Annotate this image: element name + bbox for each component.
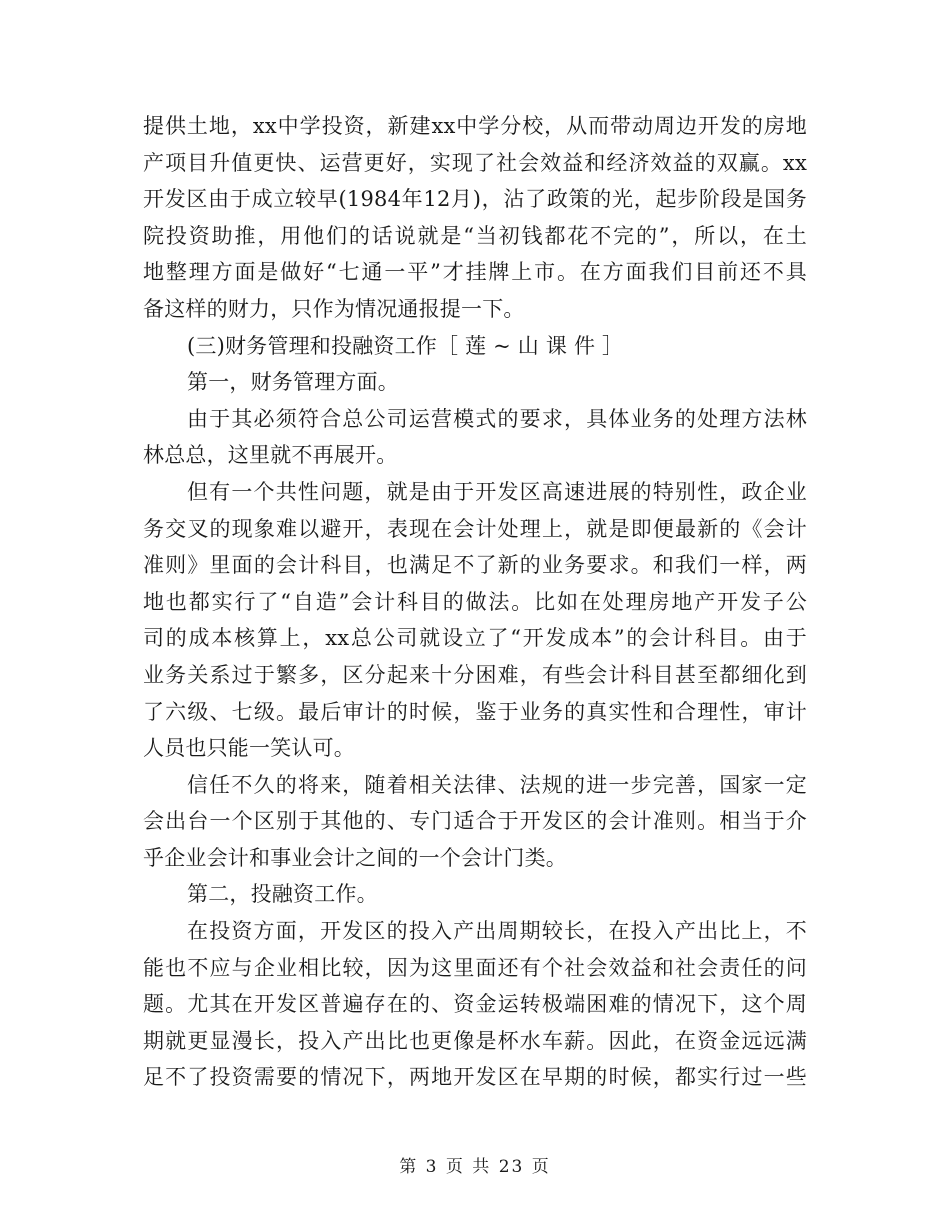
text-line: 第一，财务管理方面。 — [187, 370, 399, 395]
document-body — [143, 108, 807, 1096]
text-line: 信任不久的将来，随着相关法律、法规的进一步完善，国家一定 — [187, 772, 807, 797]
text-line: 在投资方面，开发区的投入产出周期较长，在投入产出比上，不 — [187, 919, 807, 944]
text-line: 但有一个共性问题，就是由于开发区高速进展的特别性，政企业 — [187, 479, 807, 504]
text-line: 备这样的财力，只作为情况通报提一下。 — [143, 296, 525, 321]
text-line: 提供土地，xx中学投资，新建xx中学分校，从而带动周边开发的房地 — [143, 114, 807, 138]
text-line: 题。尤其在开发区普遍存在的、资金运转极端困难的情况下，这个周 — [143, 992, 807, 1017]
text-line: 产项目升值更快、运营更好，实现了社会效益和经济效益的双赢。xx — [143, 150, 807, 175]
text-line: 人员也只能一笑认可。 — [143, 736, 355, 761]
text-line: 地也都实行了“自造”会计科目的做法。比如在处理房地产开发子公 — [143, 589, 807, 614]
text-line: 院投资助推，用他们的话说就是“当初钱都花不完的”，所以，在土 — [143, 223, 807, 248]
text-line: 务交叉的现象难以避开，表现在会计处理上，就是即便最新的《会计 — [143, 516, 807, 541]
text-line: 会出台一个区别于其他的、专门适合于开发区的会计准则。相当于介 — [143, 809, 807, 834]
text-line: 由于其必须符合总公司运营模式的要求，具体业务的处理方法林 — [187, 406, 807, 431]
text-line: 能也不应与企业相比较，因为这里面还有个社会效益和社会责任的问 — [143, 955, 807, 980]
text-line: 乎企业会计和事业会计之间的一个会计门类。 — [143, 845, 567, 870]
text-line: (三)财务管理和投融资工作［ 莲 ~ 山 课 件 ］ — [187, 333, 624, 358]
text-line: 地整理方面是做好“七通一平”才挂牌上市。在方面我们目前还不具 — [143, 260, 807, 285]
text-line: 开发区由于成立较早(1984年12月)，沾了政策的光，起步阶段是国务 — [143, 187, 807, 212]
text-line: 林总总，这里就不再展开。 — [143, 443, 398, 468]
text-line: 了六级、七级。最后审计的时候，鉴于业务的真实性和合理性，审计 — [143, 699, 807, 724]
text-line: 第二，投融资工作。 — [187, 882, 378, 907]
page-footer: 第 3 页 共 23 页 — [399, 1157, 551, 1177]
text-line: 足不了投资需要的情况下，两地开发区在早期的时候，都实行过一些 — [143, 1065, 807, 1090]
text-line: 司的成本核算上，xx总公司就设立了“开发成本”的会计科目。由于 — [143, 626, 807, 651]
text-line: 期就更显漫长，投入产出比也更像是杯水车薪。因此，在资金远远满 — [143, 1028, 807, 1053]
text-line: 准则》里面的会计科目，也满足不了新的业务要求。和我们一样，两 — [143, 553, 807, 578]
text-line: 业务关系过于繁多，区分起来十分困难，有些会计科目甚至都细化到 — [143, 662, 807, 687]
